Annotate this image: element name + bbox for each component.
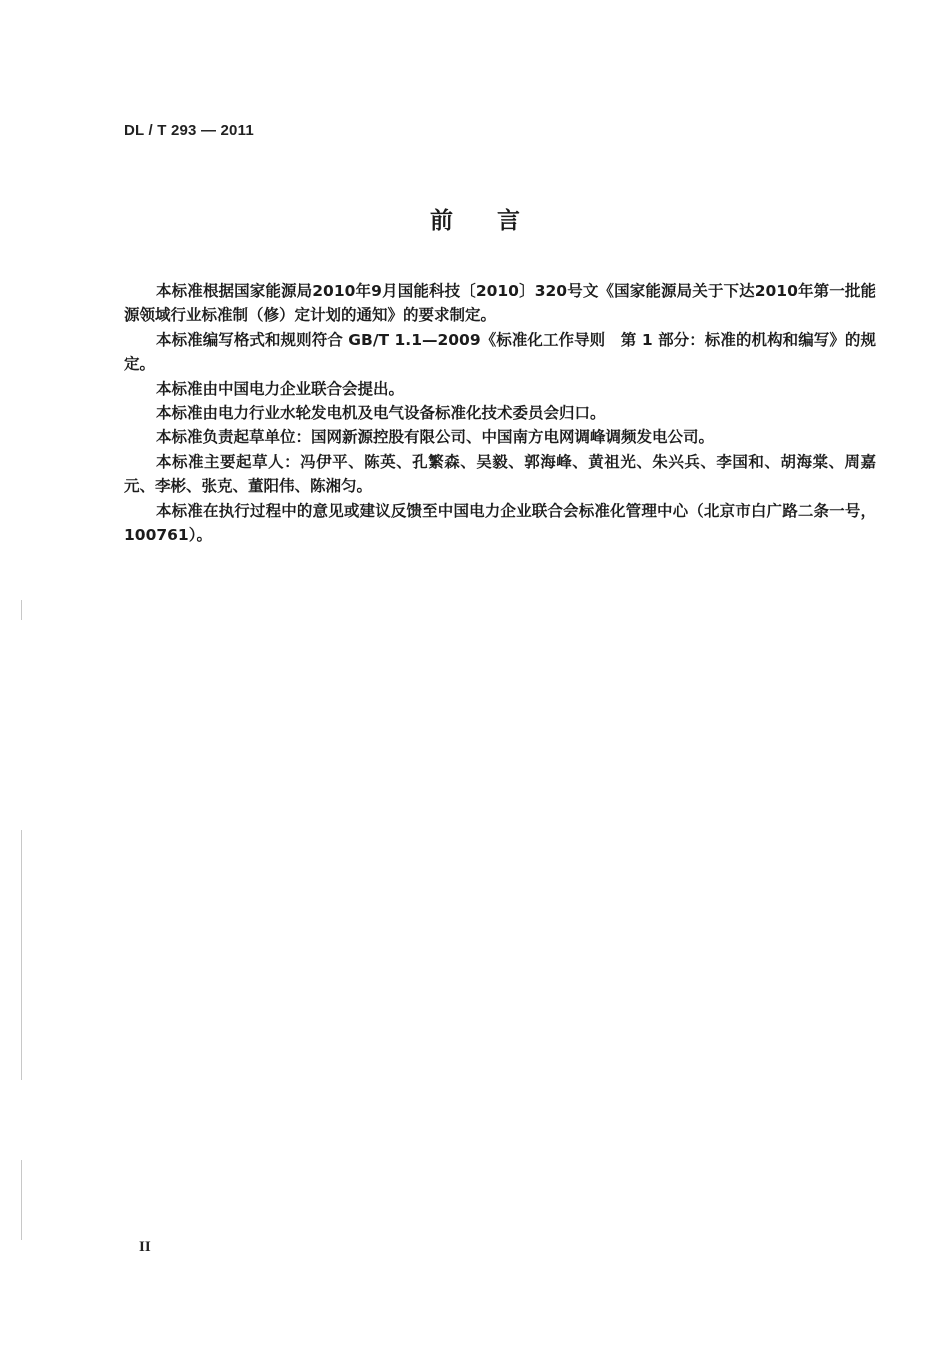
section-title-foreword: 前言 [430, 208, 564, 234]
paragraph-proposer: 本标准由中国电力企业联合会提出。 [156, 379, 405, 398]
scan-edge-mark [21, 1160, 22, 1240]
paragraph-drafters: 本标准主要起草人：冯伊平、陈英、孔繁森、吴毅、郭海峰、黄祖光、朱兴兵、李国和、胡海棠、周嘉元、李彬、张克、董阳伟、陈湘匀。 [124, 452, 876, 496]
page-number: II [139, 1239, 151, 1255]
foreword-body [124, 279, 876, 547]
paragraph-format: 本标准编写格式和规则符合 GB/T 1.1—2009《标准化工作导则 第 1 部分：标准的机构和编写》的规定。 [124, 330, 876, 374]
scan-edge-mark [21, 600, 22, 620]
document-code: DL / T 293 — 2011 [124, 122, 254, 139]
paragraph-feedback: 本标准在执行过程中的意见或建议反馈至中国电力企业联合会标准化管理中心（北京市白广路二条一号，100761）。 [124, 501, 876, 545]
paragraph-drafting-units: 本标准负责起草单位：国网新源控股有限公司、中国南方电网调峰调频发电公司。 [156, 428, 715, 447]
paragraph-administrator: 本标准由电力行业水轮发电机及电气设备标准化技术委员会归口。 [156, 404, 606, 423]
paragraph-basis: 本标准根据国家能源局2010年9月国能科技〔2010〕320号文《国家能源局关于下达2010年第一批能源领域行业标准制（修）定计划的通知》的要求制定。 [124, 282, 876, 325]
scan-edge-mark [21, 830, 22, 1080]
